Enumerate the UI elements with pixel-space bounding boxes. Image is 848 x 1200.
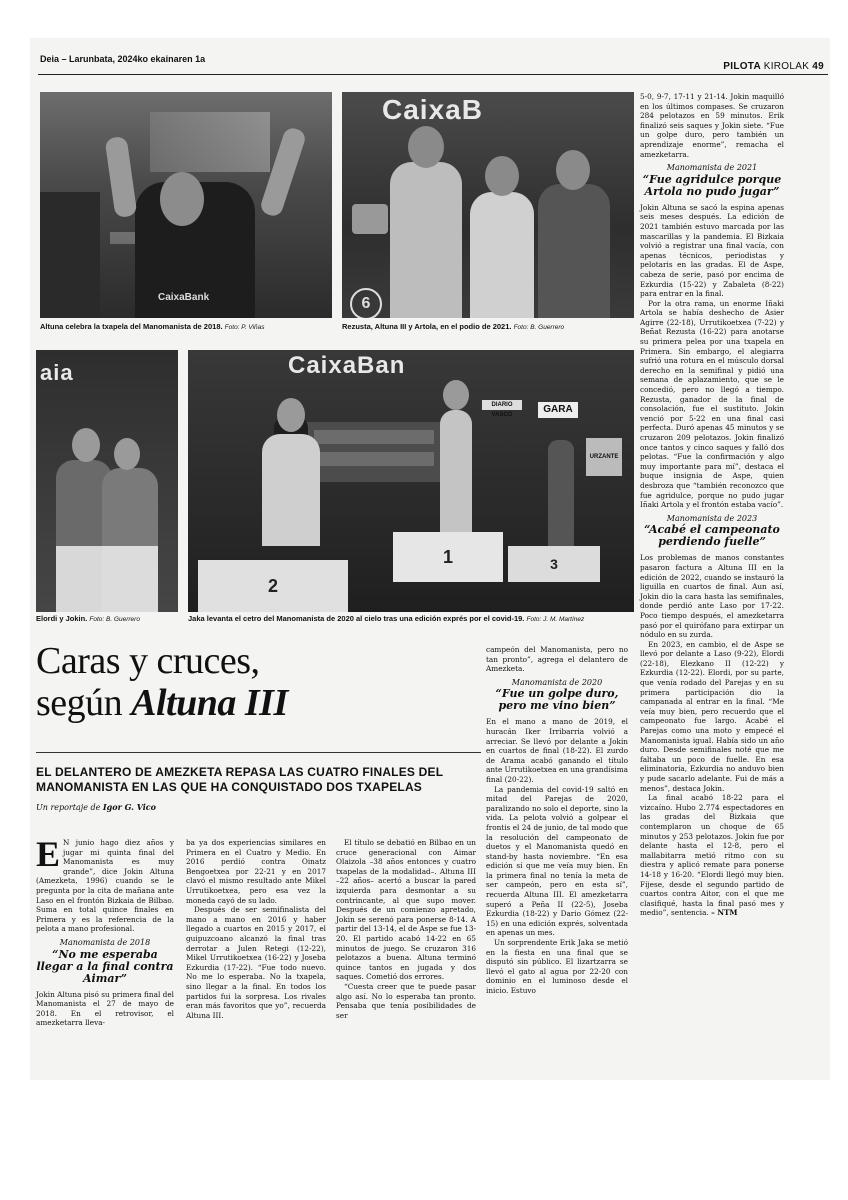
paragraph: En el mano a mano de 2019, el huracán Iker Irribarria volvió a arreciar. Se llevó por delante a Jokin en cuartos de final (18-22). El zurdo de Arama acabó ganando el título ante Urrutikoetxea en una grandísima final (20-22).: [486, 717, 628, 784]
photo-caption: Jaka levanta el cetro del Manomanista de 2020 al cielo tras una edición exprés por el covid-19. Foto: J. M. Martínez: [188, 614, 585, 623]
paragraph: Jokin Altuna se sacó la espina apenas seis meses después. La edición de 2021 también estuvo marcada por las mascarillas y la pandemia. El Bizkaia volvió a registrar una final vacía, con apenas técnicos, periodistas y pelotaris en las gradas. El de Aspe, cabeza de serie, pasó por encima de Ezkurdia (15-22) y Zabaleta (8-22) para entrar en la final.: [640, 202, 784, 299]
section-title: “Fue agridulce porque Artola no pudo jugar”: [642, 172, 782, 198]
podium-third: 3: [508, 546, 600, 582]
article-deck: EL DELANTERO DE AMEZKETA REPASA LAS CUATRO FINALES DEL MANOMANISTA EN LAS QUE HA CONQUISTADO DOS TXAPELAS: [36, 765, 444, 794]
photo-caption: Altuna celebra la txapela del Manomanista de 2018. Foto: P. Viñas: [40, 322, 265, 331]
paragraph: El título se debatió en Bilbao en un cruce generacional con Aimar Olaizola –38 años entonces y cuatro txapelas de la modalidad–. Altuna III –22 años– acertó a buscar la pared izquierda para desmontar a su contrincante, al que supo mover. Después de un comienzo apretado, Jokin se serenó para ponerse 8-14. A partir del 13-14, el de Aspe se fue 13-20. El partido acabó 14-22 en 65 minutos de juego. Se cruzaron 316 pelotazos a buena. Altuna terminó quince tantos en jugada y dos saques. Cometió dos errores.: [336, 838, 476, 982]
sponsor-sign: DIARIO VASCO: [482, 400, 522, 410]
banner-text: CaixaB: [382, 94, 483, 125]
banner-text: CaixaBan: [288, 352, 406, 379]
photo-podium-2021: [342, 92, 634, 318]
photo-credit: Foto: J. M. Martínez: [526, 616, 585, 623]
section-title: “Acabé el campeonato perdiendo fuelle”: [644, 523, 780, 549]
photo-elordi-jokin: [36, 350, 178, 612]
headline-highlight: Altuna III: [131, 682, 288, 724]
article-column-1: E N junio hago diez años y jugar mi quinta final del Manomanista es muy grande”, dice Jokin Altuna (Amezketa, 1996) cuando se le pregunta por la cita de mañana ante Laso en el frontón Bizkaia de Bilbao. Suma en total quince finales en Primera y es la referencia de la pelota a mano profesional. Manomanista de 2018 “No me esperaba llegar a la final contra Aimar” Jokin Altuna pisó su primera final del Manomanista el 27 de mayo de 2018. En el retrovisor, el amezketarra lleva-: [36, 834, 174, 1028]
paragraph: Después de ser semifinalista del mano a mano en 2016 y haber llegado a cuartos en 2015 y 2017, el guipuzcoano alcanzó la final tras derrotar a Julen Retegi (12-22), Mikel Urrutikoetxea (16-22) y Joseba Ezkurdia (17-22). “Fue todo nuevo. No me lo esperaba. No la txapela, sino llegar a la final. En todos los partidos fui la sorpresa. Los rivales eran más favoritos que yo”, recuerda Altuna III.: [186, 905, 326, 1020]
shirt-sponsor-text: CaixaBank: [158, 292, 210, 303]
paragraph: campeón del Manomanista, pero no tan pronto”, agrega el delantero de Amezketa.: [486, 645, 628, 674]
article-column-4: [486, 645, 628, 996]
byline: Un reportaje de Igor G. Vico: [36, 802, 157, 812]
section-title: “No me esperaba llegar a la final contra Aimar”: [36, 947, 174, 985]
photo-caption: Elordi y Jokin. Foto: B. Guerrero: [36, 614, 140, 623]
photo-jaka-2020: [188, 350, 634, 612]
podium-second: 2: [198, 560, 348, 612]
paragraph: “Cuesta creer que te puede pasar algo así. No lo esperaba tan pronto. Pensaba que tenía posibilidades de ser: [336, 981, 476, 1020]
headline-line2: según Altuna III: [36, 682, 288, 724]
header-rule: [38, 74, 828, 75]
paragraph: La pandemia del covid-19 saltó en mitad del Parejas de 2020, paralizando no solo el deporte, sino la vida. La pelota volvió a golpear el frontis el 24 de junio, de tal modo que la resolución del campeonato de duetos y el Manomanista quedó en stand-by hasta noviembre. “En esa edición sí que me veía muy bien. En la primera final no tenía la meta de ser campeón, pero en esta sí”, recuerda Altuna III. El amezketarra superó a Peña II (22-5), Joseba Ezkurdia (18-22) y Dario Gómez (22-15) en una edición exprés, solventada en apenas un mes.: [486, 784, 628, 938]
article-column-5: [640, 92, 784, 918]
section-label: Manomanista de 2023: [666, 513, 758, 523]
paragraph: Jokin Altuna pisó su primera final del Manomanista el 27 de mayo de 2018. En el retrovisor, el amezketarra lleva-: [36, 989, 174, 1028]
paragraph: En 2023, en cambio, el de Aspe se llevó por delante a Laso (9-22), Elordi (22-18), Elezkano II (12-22) y Ezkurdia (12-22). Elordi, por su parte, que venía rodado del Parejas y en su primera participación dio la campanada al entrar en la final. “Me veía muy bien, pero recuerdo que el campeonato fue largo. Acabé el Parejas como una moto y empecé el Manomanista igual. Había sido un año duro. Desde semifinales noté que me faltaba un poco de fuelle. En esa eliminatoria, Ezkurdia no anduvo bien y pude sacarlo adelante. Fui de más a menos”, destaca Jokin.: [640, 639, 784, 793]
sponsor-sign: GARA: [538, 402, 578, 418]
drop-cap: E: [36, 834, 61, 874]
deck-rule: [36, 752, 481, 753]
photo-credit: Foto: B. Guerrero: [513, 324, 565, 331]
photo-credit: Foto: P. Viñas: [224, 324, 265, 331]
paragraph: La final acabó 18-22 para el vizcaíno. Hubo 2.774 espectadores en las gradas del Bizkaia que contemplaron un choque de 65 minutos y 253 pelotazos. Jokin fue por delante hasta el 12-8, pero el mallabitarra metió ritmo con su diestra y aplicó remate para ponerse 14-18 y 16-20. “Elordi llegó muy bien. Fíjese, desde el segundo partido de cuartos contra Aitor, con el que me clasifiqué, hasta la final pasó mes y medio”, sentencia. – NTM: [640, 793, 784, 918]
headline-line1: Caras y cruces,: [36, 640, 260, 682]
banner-text: aia: [40, 360, 74, 385]
byline-author: Igor G. Vico: [102, 802, 157, 812]
paragraph: 5-0, 9-7, 17-11 y 21-14. Jokin maquilló en los últimos compases. Se cruzaron 284 pelotazos en 59 minutos. Erik finalizó seis saques y Jokin siete. “Fue un golpe duro, pero también un aprendizaje enorme”, remacha el amezketarra.: [640, 92, 784, 159]
section-category: KIROLAK: [763, 61, 810, 72]
section-label: Manomanista de 2021: [666, 163, 758, 173]
article-column-3: [336, 838, 476, 1020]
photo-caption: Rezusta, Altuna III y Artola, en el podio de 2021. Foto: B. Guerrero: [342, 322, 565, 331]
podium-first: 1: [393, 532, 503, 582]
signature: – NTM: [711, 908, 738, 918]
paragraph: Un sorprendente Erik Jaka se metió en la fiesta en una final que se disputó sin público. El lizartzarra se llevó el gato al agua por 22-20 con dominio en el luminoso desde el inicio. Estuvo: [486, 938, 628, 995]
paragraph: ba ya dos experiencias similares en Primera en el Cuatro y Medio. En 2016 perdió contra Oinatz Bengoetxea por 22-21 y en 2017 clavó el mismo resultado ante Mikel Urrutikoetxea, pero esa vez la moneda cayó de su lado.: [186, 838, 326, 905]
section-name: PILOTA: [723, 61, 761, 72]
section-title: “Fue un golpe duro, pero me vino bien”: [495, 687, 619, 713]
paragraph: Los problemas de manos constantes pasaron factura a Altuna III en la edición de 2022, cuando se instauró la liguilla en cuartos de final. Aun así, Jokin dio la cara hasta las semifinales, donde perdió ante Laso por 17-22. Poco tiempo después, el amezketarra pasó por el quirófano para extirpar un nódulo en su zurda.: [640, 553, 784, 640]
sponsor-sign: URZANTE: [586, 438, 622, 476]
page-number: 49: [812, 61, 824, 72]
paragraph: Por la otra rama, un enorme Iñaki Artola se había deshecho de Asier Agirre (22-18), Urrutikoetxea (7-22) y Beñat Rezusta (16-22) para anotarse su primera pelea por una txapela en Primera. Sin embargo, el alegiarra sufrió una rotura en el músculo dorsal derecho en la semifinal y pidió una semana de aplazamiento, que se le concedió, pero no llegó a tiempo. Rezusta, ganador de la final de consolación, fue el sustituto. Jokin venció por 5-22 en una final casi perfecta. Duró apenas 45 minutos y se cruzaron 209 pelotazos. Jokin finalizó once tantos y cinco saques y falló dos pelotas. “Fue la confirmación y algo muy importante para mí”, destaca el buque insignia de Aspe, quien desbroza que “también reconozco que fue agridulce, porque no pudo jugar Iñaki Artola y el frontón estaba vacío”.: [640, 298, 784, 510]
section-label: Manomanista de 2018: [59, 937, 151, 947]
photo-altuna-2018: [40, 92, 332, 318]
photo-credit: Foto: B. Guerrero: [89, 616, 140, 623]
section-header: [723, 61, 824, 72]
court-number: 6: [350, 288, 382, 318]
article-column-2: [186, 838, 326, 1020]
article-headline: [36, 640, 288, 724]
section-label: Manomanista de 2020: [511, 677, 603, 687]
header-date: Deia – Larunbata, 2024ko ekainaren 1a: [40, 54, 206, 64]
